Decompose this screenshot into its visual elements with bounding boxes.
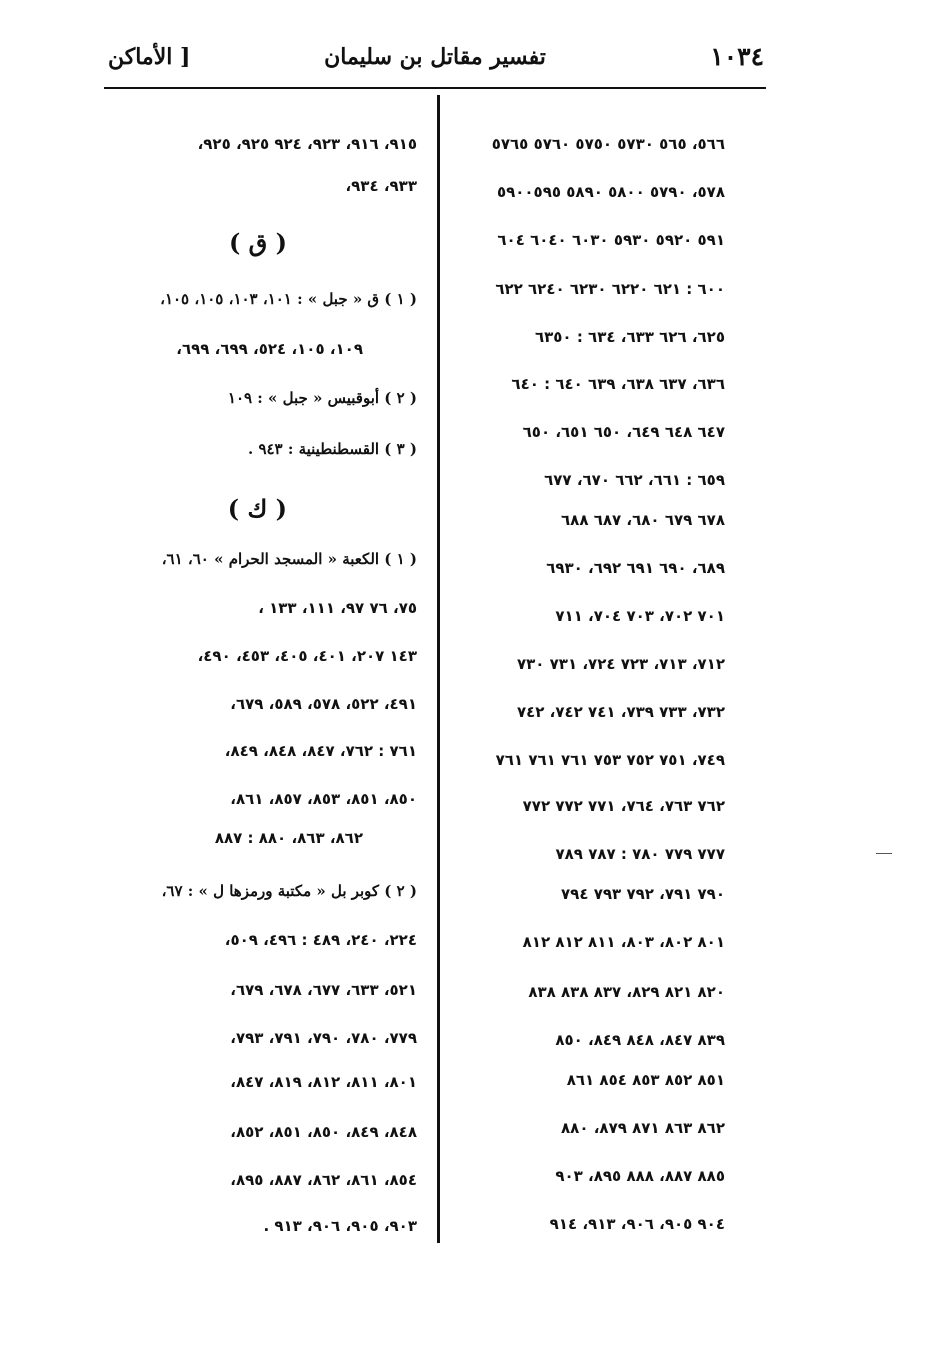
index-line: ٧٠١ ٧٠٢، ٧٠٣ ٧٠٤، ٧١١ (555, 607, 725, 625)
index-line: ٤٩١، ٥٢٢، ٥٧٨، ٥٨٩، ٦٧٩، (230, 695, 417, 713)
index-line: ٨٤٨، ٨٤٩، ٨٥٠، ٨٥١، ٨٥٢، (230, 1123, 417, 1141)
index-entry: ( ١ ) الكعبة « المسجد الحرام » ٦٠، ٦١، (161, 550, 417, 568)
index-line: ٧٦٢ ٧٦٣، ٧٦٤، ٧٧١ ٧٧٢ ٧٧٢ (522, 797, 725, 815)
index-line: ٧٩٠ ٧٩١، ٧٩٢ ٧٩٣ ٧٩٤ (561, 885, 725, 903)
index-line: ٨٠١ ٨٠٢، ٨٠٣، ٨١١ ٨١٢ ٨١٢ (522, 933, 725, 951)
index-line: ٥٧٨، ٥٧٩٠ ٥٨٠٠ ٥٨٩٠ ٥٩٠٠٥٩٥ (496, 183, 725, 201)
index-line: ٨٥٤، ٨٦١، ٨٦٢، ٨٨٧، ٨٩٥، (230, 1171, 417, 1189)
index-line: ٨٦٢ ٨٦٣ ٨٧١ ٨٧٩، ٨٨٠ (561, 1119, 725, 1137)
letter-heading-qaf: ( ق ) (228, 228, 287, 257)
page-header (104, 38, 766, 86)
index-entry: ( ٣ ) القسطنطينية : ٩٤٣ . (247, 440, 417, 458)
index-line: ٨٢٠ ٨٢١ ٨٢٩، ٨٣٧ ٨٣٨ ٨٣٨ (528, 983, 725, 1001)
index-line: ٨٦٢، ٨٦٣، ٨٨٠ : ٨٨٧ (214, 829, 363, 847)
index-line: ١٠٩، ١٠٥، ٥٢٤، ٦٩٩، ٦٩٩، (176, 340, 363, 358)
index-line: ٩٠٤ ٩٠٥، ٩٠٦، ٩١٣، ٩١٤ (549, 1215, 725, 1233)
index-line: ٦٤٧ ٦٤٨ ٦٤٩، ٦٥٠ ٦٥١، ٦٥٠ (522, 423, 725, 441)
index-line: ٩٠٣، ٩٠٥، ٩٠٦، ٩١٣ . (263, 1217, 417, 1235)
index-entry: ( ١ ) ق « جبل » : ١٠١، ١٠٣، ١٠٥، ١٠٥، (160, 290, 417, 308)
index-line: ٨٨٥ ٨٨٧، ٨٨٨ ٨٩٥، ٩٠٣ (555, 1167, 725, 1185)
index-line: ٧٣٢، ٧٣٣ ٧٣٩، ٧٤١ ٧٤٢، ٧٤٢ (516, 703, 725, 721)
column-divider (437, 95, 440, 1243)
index-line: ٨٥٠، ٨٥١، ٨٥٣، ٨٥٧، ٨٦١، (230, 790, 417, 808)
index-line: ٩١٥، ٩١٦، ٩٢٣، ٩٢٤ ٩٢٥، ٩٢٥، (197, 135, 417, 153)
index-line: ٧٧٩، ٧٨٠، ٧٩٠، ٧٩١، ٧٩٣، (230, 1029, 417, 1047)
index-line: ٦٢٥، ٦٢٦ ٦٣٣، ٦٣٤ : ٦٣٥٠ (534, 328, 725, 346)
index-line: ٢٢٤، ٢٤٠، ٤٨٩ : ٤٩٦، ٥٠٩، (224, 931, 417, 949)
margin-mark (876, 853, 892, 854)
index-line: ٨٠١، ٨١١، ٨١٢، ٨١٩، ٨٤٧، (230, 1073, 417, 1091)
running-title: تفسير مقاتل بن سليمان (324, 44, 546, 70)
index-line: ٦٥٩ : ٦٦١، ٦٦٢ ٦٧٠، ٦٧٧ (544, 471, 725, 489)
index-line: ٧٤٩، ٧٥١ ٧٥٢ ٧٥٣ ٧٦١ ٧٦١ ٧٦١ (495, 751, 725, 769)
index-line: ٧٧٧ ٧٧٩ ٧٨٠ : ٧٨٧ ٧٨٩ (555, 845, 725, 863)
letter-heading-kaf: ( ك ) (227, 494, 287, 523)
page-number: ١٠٣٤ (710, 42, 764, 71)
index-line: ٦٨٩، ٦٩٠ ٦٩١ ٦٩٢، ٦٩٣٠ (546, 559, 725, 577)
index-line: ٨٥١ ٨٥٢ ٨٥٣ ٨٥٤ ٨٦١ (566, 1071, 725, 1089)
index-line: ٧١٢، ٧١٣، ٧٢٣ ٧٢٤، ٧٣١ ٧٣٠ (516, 655, 725, 673)
section-title: [ الأماكن (108, 44, 191, 70)
index-line: ٥٩١ ٥٩٢٠ ٥٩٣٠ ٦٠٣٠ ٦٠٤٠ ٦٠٤ (497, 231, 725, 249)
index-line: ٨٣٩ ٨٤٧، ٨٤٨ ٨٤٩، ٨٥٠ (555, 1031, 725, 1049)
index-line: ٥٦٦، ٥٦٥ ٥٧٣٠ ٥٧٥٠ ٥٧٦٠ ٥٧٦٥ (491, 135, 725, 153)
index-line: ٦٠٠ : ٦٢١ ٦٢٢٠ ٦٢٣٠ ٦٢٤٠ ٦٢٢ (495, 280, 725, 298)
index-line: ٥٢١، ٦٣٣، ٦٧٧، ٦٧٨، ٦٧٩، (230, 981, 417, 999)
index-line: ٩٣٣، ٩٣٤، (345, 177, 417, 195)
index-entry: ( ٢ ) أبوقبيس « جبل » : ١٠٩ (227, 389, 417, 407)
index-line: ١٤٣ ٢٠٧، ٤٠١، ٤٠٥، ٤٥٣، ٤٩٠، (197, 647, 417, 665)
index-line: ٧٥، ٧٦ ٩٧، ١١١، ١٣٣ ، (258, 599, 417, 617)
index-line: ٧٦١ : ٧٦٢، ٨٤٧، ٨٤٨، ٨٤٩، (224, 742, 417, 760)
index-entry: ( ٢ ) كوبر بل « مكتبة ورمزها ل » : ٦٧، (161, 882, 417, 900)
index-line: ٦٣٦، ٦٣٧ ٦٣٨، ٦٣٩ ٦٤٠ : ٦٤٠ (511, 375, 725, 393)
index-line: ٦٧٨ ٦٧٩ ٦٨٠، ٦٨٧ ٦٨٨ (561, 511, 725, 529)
header-rule (104, 87, 766, 89)
